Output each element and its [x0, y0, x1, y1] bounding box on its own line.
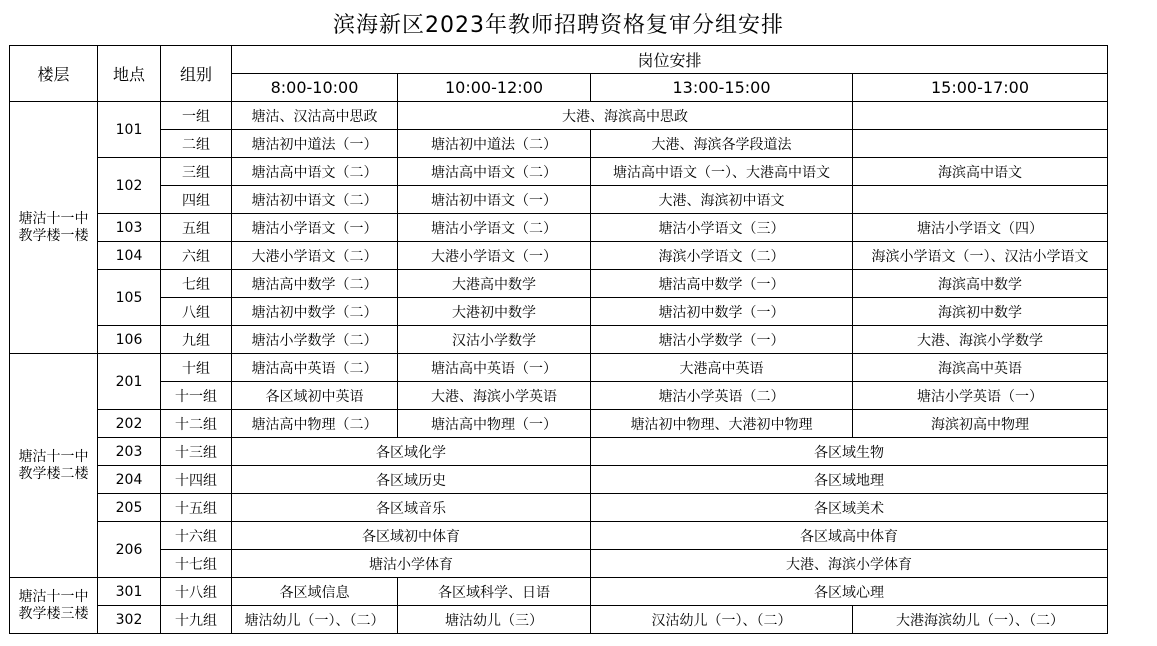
- post-cell: 塘沽初中道法（二）: [398, 130, 591, 158]
- table-row: [10, 186, 1108, 214]
- room-cell: 104: [98, 242, 161, 270]
- group-cell: 一组: [161, 102, 232, 130]
- post-cell: 各区域信息: [232, 578, 398, 606]
- table-row: [10, 354, 1108, 382]
- post-cell: 汉沽幼儿（一）、（二）: [591, 606, 853, 634]
- room-cell: 102: [98, 158, 161, 214]
- post-cell: 塘沽小学语文（四）: [853, 214, 1108, 242]
- floor-cell: 塘沽十一中 教学楼一楼: [10, 102, 98, 354]
- post-cell: 塘沽初中道法（一）: [232, 130, 398, 158]
- group-cell: 九组: [161, 326, 232, 354]
- table-row: [10, 494, 1108, 522]
- post-cell: 塘沽高中物理（一）: [398, 410, 591, 438]
- room-cell: 204: [98, 466, 161, 494]
- post-cell: 塘沽初中数学（二）: [232, 298, 398, 326]
- group-cell: 三组: [161, 158, 232, 186]
- floor-cell: 塘沽十一中 教学楼三楼: [10, 578, 98, 634]
- table-row: [10, 298, 1108, 326]
- post-cell: 海滨初高中物理: [853, 410, 1108, 438]
- table-row: [10, 466, 1108, 494]
- post-cell: 大港、海滨各学段道法: [591, 130, 853, 158]
- post-cell: 大港、海滨小学数学: [853, 326, 1108, 354]
- post-cell: 大港小学语文（二）: [232, 242, 398, 270]
- room-cell: 302: [98, 606, 161, 634]
- post-cell: 海滨小学语文（一）、汉沽小学语文: [853, 242, 1108, 270]
- post-cell: 各区域音乐: [232, 494, 591, 522]
- post-cell: 海滨高中英语: [853, 354, 1108, 382]
- room-cell: 103: [98, 214, 161, 242]
- post-cell: 塘沽初中物理、大港初中物理: [591, 410, 853, 438]
- group-cell: 十八组: [161, 578, 232, 606]
- room-cell: 203: [98, 438, 161, 466]
- group-cell: 十四组: [161, 466, 232, 494]
- room-cell: 101: [98, 102, 161, 158]
- post-cell: 各区域高中体育: [591, 522, 1108, 550]
- group-cell: 十六组: [161, 522, 232, 550]
- post-cell: 塘沽高中数学（二）: [232, 270, 398, 298]
- post-cell: [853, 130, 1108, 158]
- post-cell: 大港海滨幼儿（一）、（二）: [853, 606, 1108, 634]
- room-cell: 206: [98, 522, 161, 578]
- room-cell: 205: [98, 494, 161, 522]
- post-cell: 塘沽高中英语（二）: [232, 354, 398, 382]
- post-cell: 大港初中数学: [398, 298, 591, 326]
- table-row: [10, 522, 1108, 550]
- table-row: [10, 102, 1108, 130]
- group-cell: 十五组: [161, 494, 232, 522]
- room-cell: 301: [98, 578, 161, 606]
- post-cell: 塘沽小学英语（二）: [591, 382, 853, 410]
- table-row: [10, 270, 1108, 298]
- header-room: 地点: [98, 46, 161, 102]
- group-cell: 十二组: [161, 410, 232, 438]
- table-row: [10, 130, 1108, 158]
- post-cell: 塘沽初中数学（一）: [591, 298, 853, 326]
- table-row: [10, 410, 1108, 438]
- room-cell: 105: [98, 270, 161, 326]
- post-cell: 海滨小学语文（二）: [591, 242, 853, 270]
- post-cell: 塘沽小学语文（一）: [232, 214, 398, 242]
- group-cell: 十三组: [161, 438, 232, 466]
- post-cell: [853, 102, 1108, 130]
- post-cell: 塘沽高中数学（一）: [591, 270, 853, 298]
- post-cell: 塘沽小学数学（一）: [591, 326, 853, 354]
- post-cell: 各区域美术: [591, 494, 1108, 522]
- post-cell: 塘沽初中语文（一）: [398, 186, 591, 214]
- post-cell: 塘沽高中语文（二）: [232, 158, 398, 186]
- post-cell: 塘沽高中物理（二）: [232, 410, 398, 438]
- post-cell: 大港、海滨初中语文: [591, 186, 853, 214]
- post-cell: 各区域心理: [591, 578, 1108, 606]
- post-cell: 塘沽小学语文（二）: [398, 214, 591, 242]
- group-cell: 二组: [161, 130, 232, 158]
- post-cell: 各区域科学、日语: [398, 578, 591, 606]
- group-cell: 八组: [161, 298, 232, 326]
- page-title: 滨海新区2023年教师招聘资格复审分组安排: [333, 13, 784, 38]
- header-time-slot: 13:00-15:00: [591, 74, 853, 102]
- post-cell: 海滨高中数学: [853, 270, 1108, 298]
- post-cell: 塘沽小学语文（三）: [591, 214, 853, 242]
- table-row: [10, 158, 1108, 186]
- group-cell: 十九组: [161, 606, 232, 634]
- group-cell: 五组: [161, 214, 232, 242]
- post-cell: 塘沽高中语文（二）: [398, 158, 591, 186]
- post-cell: 海滨高中语文: [853, 158, 1108, 186]
- post-cell: 大港小学语文（一）: [398, 242, 591, 270]
- group-cell: 四组: [161, 186, 232, 214]
- post-cell: 各区域地理: [591, 466, 1108, 494]
- header-floor: 楼层: [10, 46, 98, 102]
- post-cell: 大港、海滨小学体育: [591, 550, 1108, 578]
- post-cell: 各区域历史: [232, 466, 591, 494]
- post-cell: 汉沽小学数学: [398, 326, 591, 354]
- table-row: [10, 382, 1108, 410]
- group-cell: 十一组: [161, 382, 232, 410]
- post-cell: 塘沽幼儿（一）、（二）: [232, 606, 398, 634]
- post-cell: 塘沽初中语文（二）: [232, 186, 398, 214]
- table-row: [10, 578, 1108, 606]
- header-time-slot: 15:00-17:00: [853, 74, 1108, 102]
- room-cell: 201: [98, 354, 161, 410]
- table-row: [10, 550, 1108, 578]
- group-cell: 十组: [161, 354, 232, 382]
- post-cell: 大港高中英语: [591, 354, 853, 382]
- group-cell: 七组: [161, 270, 232, 298]
- floor-cell: 塘沽十一中 教学楼二楼: [10, 354, 98, 578]
- post-cell: 塘沽小学数学（二）: [232, 326, 398, 354]
- post-cell: 各区域生物: [591, 438, 1108, 466]
- post-cell: 塘沽小学体育: [232, 550, 591, 578]
- post-cell: 塘沽、汉沽高中思政: [232, 102, 398, 130]
- header-group: 组别: [161, 46, 232, 102]
- group-cell: 十七组: [161, 550, 232, 578]
- header-post: 岗位安排: [232, 46, 1108, 74]
- post-cell: 各区域初中体育: [232, 522, 591, 550]
- post-cell: 大港、海滨高中思政: [398, 102, 853, 130]
- post-cell: 各区域化学: [232, 438, 591, 466]
- post-cell: 塘沽小学英语（一）: [853, 382, 1108, 410]
- group-cell: 六组: [161, 242, 232, 270]
- post-cell: 各区域初中英语: [232, 382, 398, 410]
- table-row: [10, 214, 1108, 242]
- table-row: [10, 438, 1108, 466]
- post-cell: [853, 186, 1108, 214]
- schedule-table: [9, 45, 1108, 634]
- post-cell: 塘沽幼儿（三）: [398, 606, 591, 634]
- room-cell: 202: [98, 410, 161, 438]
- table-row: [10, 326, 1108, 354]
- header-time-slot: 8:00-10:00: [232, 74, 398, 102]
- table-row: [10, 606, 1108, 634]
- post-cell: 塘沽高中语文（一）、大港高中语文: [591, 158, 853, 186]
- table-row: [10, 242, 1108, 270]
- post-cell: 海滨初中数学: [853, 298, 1108, 326]
- post-cell: 塘沽高中英语（一）: [398, 354, 591, 382]
- post-cell: 大港高中数学: [398, 270, 591, 298]
- room-cell: 106: [98, 326, 161, 354]
- post-cell: 大港、海滨小学英语: [398, 382, 591, 410]
- header-time-slot: 10:00-12:00: [398, 74, 591, 102]
